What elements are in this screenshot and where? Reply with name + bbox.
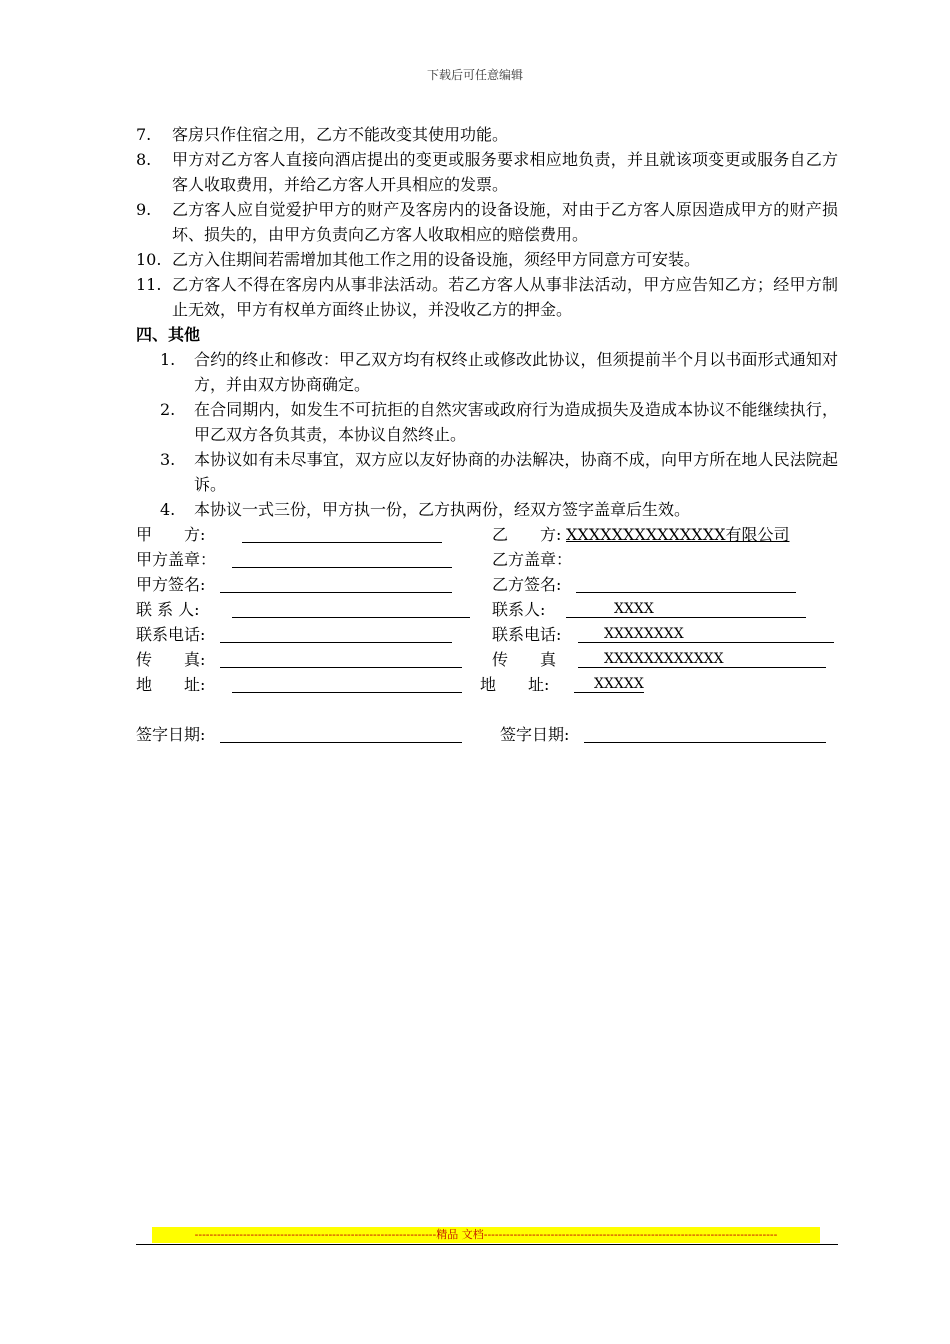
clause-text: 本协议一式三份，甲方执一份，乙方执两份，经双方签字盖章后生效。 (194, 500, 691, 519)
signature-row-fax (136, 647, 838, 672)
party-a-fax-field[interactable] (220, 667, 462, 668)
party-b-phone-value: XXXXXXXX (604, 626, 684, 642)
clause-10 (136, 247, 838, 272)
footer-divider (136, 1244, 838, 1245)
clause-number: 3. (160, 450, 176, 469)
party-b-fax-label: 传 真 (492, 650, 557, 669)
party-a-contact-label: 联 系 人: (136, 600, 200, 619)
spacer (136, 697, 838, 722)
document-body (136, 122, 838, 747)
party-b-address-label: 地 址: (480, 675, 550, 694)
page-header: 下载后可任意编辑 (426, 68, 523, 82)
clause-9 (136, 197, 838, 247)
party-a-phone-field[interactable] (220, 642, 452, 643)
clause-text: 本协议如有未尽事宜，双方应以友好协商的办法解决，协商不成，向甲方所在地人民法院起诉。 (194, 450, 838, 494)
party-a-label: 甲 方: (136, 525, 206, 544)
clause-text: 乙方客人不得在客房内从事非法活动。若乙方客人从事非法活动，甲方应告知乙方；经甲方制止无效，甲方有权单方面终止协议，并没收乙方的押金。 (172, 275, 838, 319)
section4-clause-4 (136, 497, 838, 522)
party-b-date-field[interactable] (584, 742, 826, 743)
clause-text: 合约的终止和修改：甲乙双方均有权终止或修改此协议，但须提前半个月以书面形式通知对方，并由双方协商确定。 (194, 350, 838, 394)
party-b-contact-field[interactable] (566, 617, 806, 618)
clause-text: 客房只作住宿之用，乙方不能改变其使用功能。 (172, 125, 509, 144)
party-a-phone-label: 联系电话: (136, 625, 206, 644)
section4-clause-1 (136, 347, 838, 397)
clause-text: 甲方对乙方客人直接向酒店提出的变更或服务要求相应地负责，并且就该项变更或服务自乙方客人收取费用，并给乙方客人开具相应的发票。 (172, 150, 838, 194)
section4-clause-3 (136, 447, 838, 497)
clause-number: 11. (136, 275, 162, 294)
signature-row-party (136, 522, 838, 547)
clause-7 (136, 122, 838, 147)
signature-row-seal (136, 547, 838, 572)
clause-number: 10. (136, 250, 162, 269)
clause-number: 8. (136, 150, 152, 169)
party-b-sign-field[interactable] (576, 592, 796, 593)
clause-11 (136, 272, 838, 322)
clause-text: 乙方客人应自觉爱护甲方的财产及客房内的设备设施，对由于乙方客人原因造成甲方的财产损坏、损失的，由甲方负责向乙方客人收取相应的赔偿费用。 (172, 200, 838, 244)
clause-text: 乙方入住期间若需增加其他工作之用的设备设施，须经甲方同意方可安装。 (172, 250, 701, 269)
party-a-seal-field[interactable] (232, 567, 452, 568)
clause-text: 在合同期内，如发生不可抗拒的自然灾害或政府行为造成损失及造成本协议不能继续执行，甲乙双方各负其责，本协议自然终止。 (194, 400, 838, 444)
party-a-fax-label: 传 真: (136, 650, 206, 669)
signature-row-address (136, 672, 838, 697)
party-a-sign-label: 甲方签名: (136, 575, 206, 594)
party-a-date-label: 签字日期: (136, 725, 206, 744)
party-a-field[interactable] (242, 542, 442, 543)
clause-8 (136, 147, 838, 197)
section-heading: 四、其他 (136, 325, 201, 344)
party-b-contact-label: 联系人: (492, 600, 546, 619)
party-b-seal-label: 乙方盖章： (492, 550, 573, 569)
party-b-address-value: XXXXX (594, 676, 644, 692)
clause-number: 9. (136, 200, 152, 219)
clause-number: 1. (160, 350, 176, 369)
party-a-sign-field[interactable] (220, 592, 452, 593)
clause-number: 2. (160, 400, 176, 419)
party-b-contact-value: XXXX (614, 601, 654, 617)
signature-row-phone (136, 622, 838, 647)
signature-row-contact (136, 597, 838, 622)
section4-clause-2 (136, 397, 838, 447)
party-b-value: XXXXXXXXXXXXXX有限公司 (566, 525, 790, 544)
clause-number: 4. (160, 500, 176, 519)
party-a-contact-field[interactable] (232, 617, 470, 618)
party-b-fax-value: XXXXXXXXXXXX (604, 651, 724, 667)
clause-number: 7. (136, 125, 152, 144)
footer-banner: -----------------------------------------------------------------精品 文档------------------------------------------------------------------------------- (152, 1227, 820, 1243)
party-a-date-field[interactable] (220, 742, 462, 743)
party-b-label: 乙 方: (492, 525, 562, 544)
signature-row-date (136, 722, 838, 747)
party-b-sign-label: 乙方签名: (492, 575, 562, 594)
party-a-address-label: 地 址: (136, 675, 206, 694)
party-b-date-label: 签字日期: (500, 725, 570, 744)
party-a-seal-label: 甲方盖章： (136, 550, 217, 569)
party-b-phone-label: 联系电话: (492, 625, 562, 644)
party-a-address-field[interactable] (232, 692, 462, 693)
signature-row-sign (136, 572, 838, 597)
